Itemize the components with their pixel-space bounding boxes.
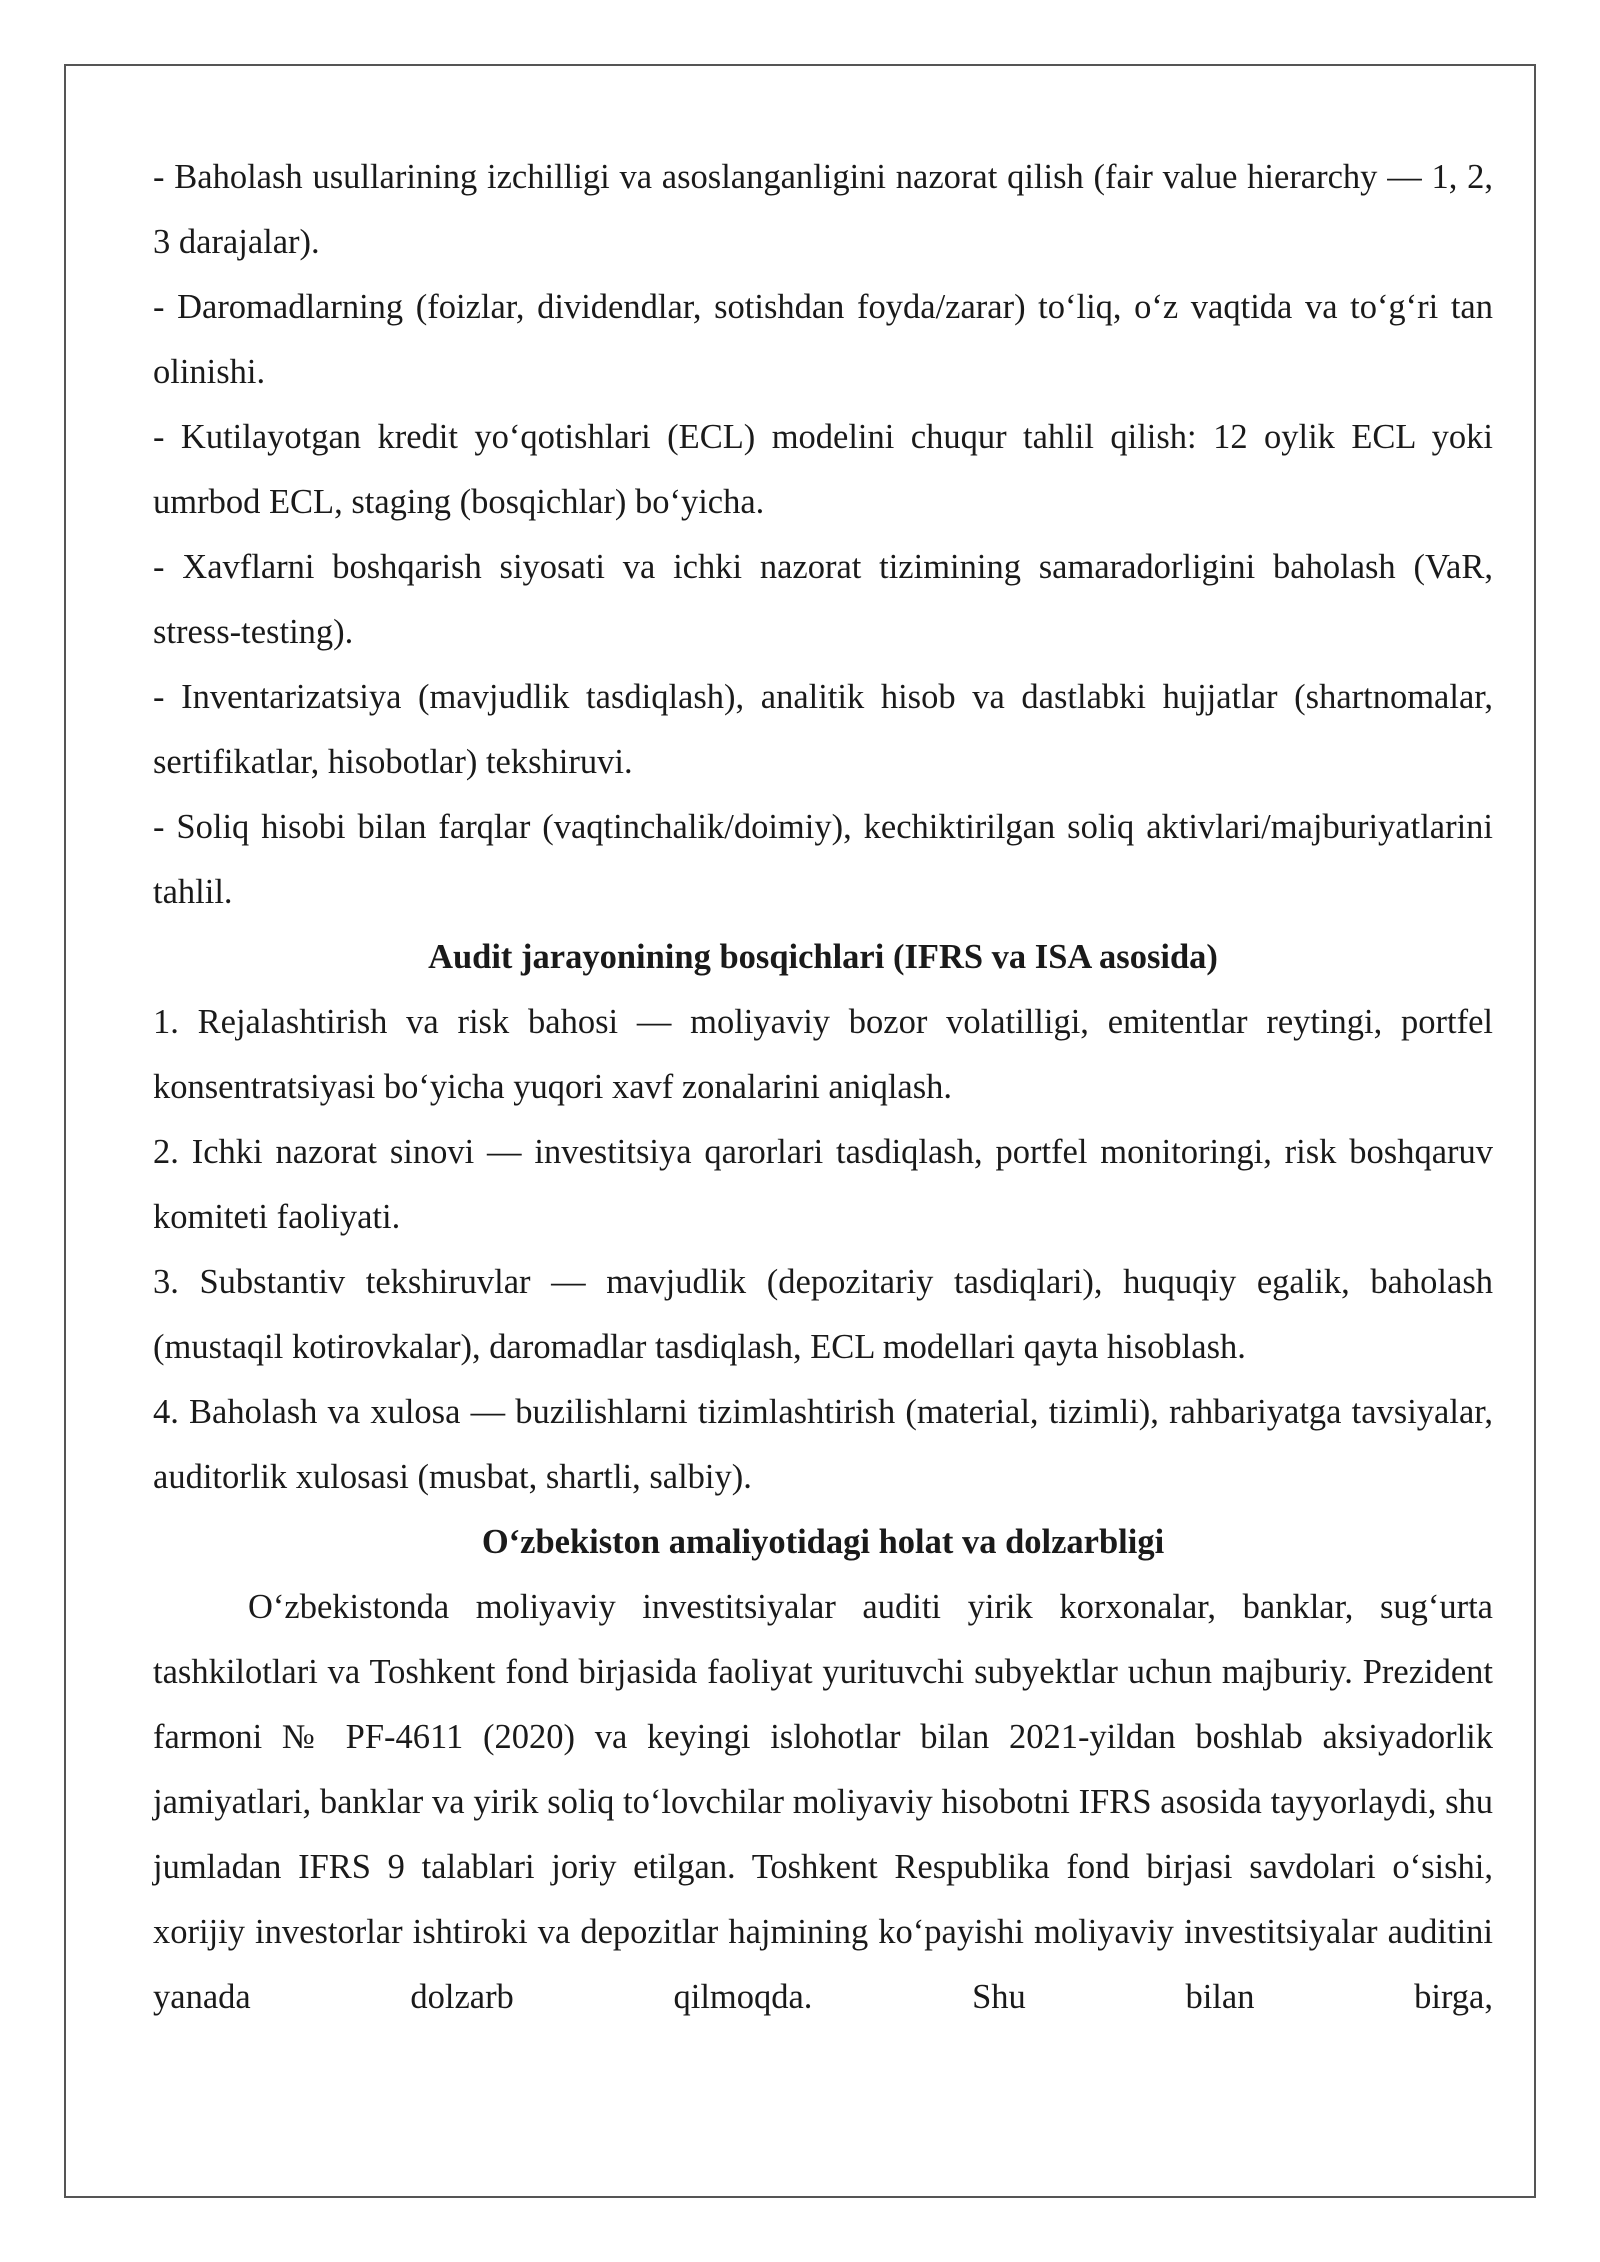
- step-planning: 1. Rejalashtirish va risk bahosi — moliyaviy bozor volatilligi, emitentlar reytingi, portfel konsentratsiyasi bo‘yicha yuqori xavf zonalarini aniqlash.: [153, 1003, 1493, 1106]
- bullet-inventory-check: - Inventarizatsiya (mavjudlik tasdiqlash), analitik hisob va dastlabki hujjatlar (shartnomalar, sertifikatlar, hisobotlar) tekshiruvi.: [153, 678, 1493, 781]
- section-heading-audit-stages: Audit jarayonining bosqichlari (IFRS va ISA asosida): [428, 938, 1218, 976]
- step-internal-control: 2. Ichki nazorat sinovi — investitsiya qarorlari tasdiqlash, portfel monitoringi, risk boshqaruv komiteti faoliyati.: [153, 1133, 1493, 1236]
- section-heading-uzbekistan-practice: O‘zbekiston amaliyotidagi holat va dolzarbligi: [481, 1523, 1165, 1561]
- step-evaluation-conclusion: 4. Baholash va xulosa — buzilishlarni tizimlashtirish (material, tizimli), rahbariyatga tavsiyalar, auditorlik xulosasi (musbat, shartli, salbiy).: [153, 1393, 1493, 1496]
- bullet-risk-management: - Xavflarni boshqarish siyosati va ichki nazorat tizimining samaradorligini baholash (VaR, stress-testing).: [153, 548, 1493, 651]
- document-body: [153, 145, 1493, 2030]
- bullet-ecl-model: - Kutilayotgan kredit yo‘qotishlari (ECL) modelini chuqur tahlil qilish: 12 oylik ECL yoki umrbod ECL, staging (bosqichlar) bo‘yicha.: [153, 418, 1493, 521]
- step-substantive-tests: 3. Substantiv tekshiruvlar — mavjudlik (depozitariy tasdiqlari), huquqiy egalik, baholash (mustaqil kotirovkalar), daromadlar tasdiqlash, ECL modellari qayta hisoblash.: [153, 1263, 1493, 1366]
- bullet-tax-differences: - Soliq hisobi bilan farqlar (vaqtinchalik/doimiy), kechiktirilgan soliq aktivlari/majburiyatlarini tahlil.: [153, 808, 1493, 911]
- bullet-revenue-recognition: - Daromadlarning (foizlar, dividendlar, sotishdan foyda/zarar) to‘liq, o‘z vaqtida va to‘g‘ri tan olinishi.: [153, 288, 1493, 391]
- paragraph-uzbekistan-practice: O‘zbekistonda moliyaviy investitsiyalar auditi yirik korxonalar, banklar, sug‘urta tashkilotlari va Toshkent fond birjasida faoliyat yurituvchi subyektlar uchun majburiy. Prezident farmoni № PF-4611 (2020) va keyingi islohotlar bilan 2021-yildan boshlab aksiyadorlik jamiyatlari, banklar va yirik soliq to‘lovchilar moliyaviy hisobotni IFRS asosida tayyorlaydi, shu jumladan IFRS 9 talablari joriy etilgan. Toshkent Respublika fond birjasi savdolari o‘sishi, xorijiy investorlar ishtiroki va depozitlar hajmining ko‘payishi moliyaviy investitsiyalar auditini yanada dolzarb qilmoqda. Shu bilan birga,: [153, 1588, 1493, 2016]
- bullet-fair-value: - Baholash usullarining izchilligi va asoslanganligini nazorat qilish (fair value hierarchy — 1, 2, 3 darajalar).: [153, 158, 1493, 261]
